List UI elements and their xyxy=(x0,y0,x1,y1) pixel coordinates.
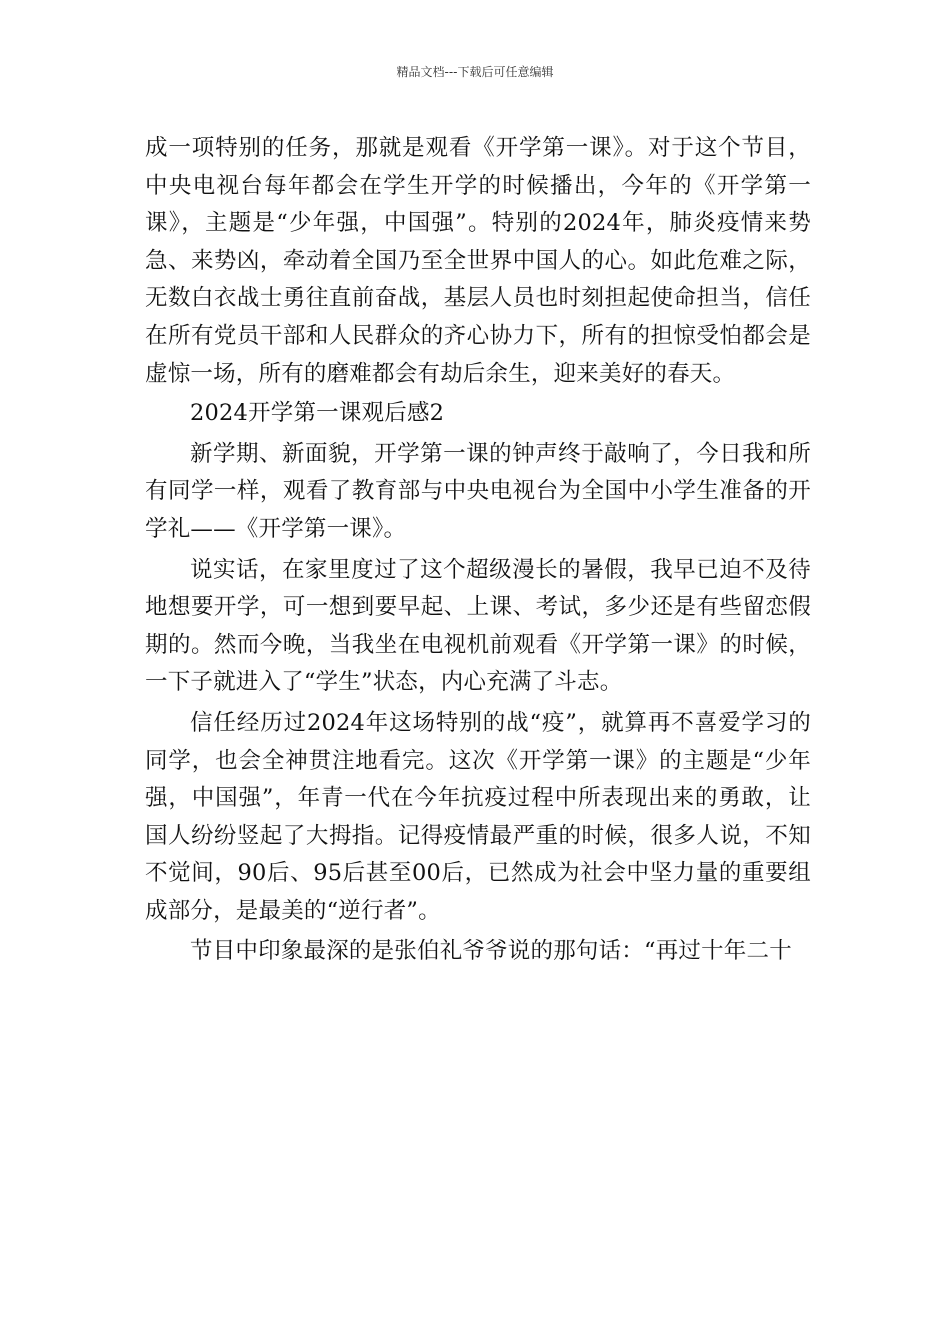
paragraph: 节目中印象最深的是张伯礼爷爷说的那句话：“再过十年二十 xyxy=(190,938,792,965)
paragraph: 说实话，在家里度过了这个超级漫长的暑假，我早已迫不及待地想要开学，可一想到要早起、上课、考试，多少还是有些留恋假期的。然而今晚，当我坐在电视机前观看《开学第一课》的时候，一下子就进入了“学生”状态，内心充满了斗志。 xyxy=(145,556,811,696)
page-header: 精品文档---下载后可任意编辑 xyxy=(396,65,554,79)
section-heading: 2024开学第一课观后感2 xyxy=(190,400,445,427)
paragraph: 信任经历过2024年这场特别的战“疫”，就算再不喜爱学习的同学，也会全神贯注地看完。这次《开学第一课》的主题是“少年强，中国强”，年青一代在今年抗疫过程中所表现出来的勇敢，让国人纷纷竖起了大拇指。记得疫情最严重的时候，很多人说，不知不觉间，90后、95后甚至00后，已然成为社会中坚力量的重要组成部分，是最美的“逆行者”。 xyxy=(145,709,811,924)
document-body xyxy=(145,130,811,971)
paragraph: 新学期、新面貌，开学第一课的钟声终于敲响了，今日我和所有同学一样，观看了教育部与中央电视台为全国中小学生准备的开学礼——《开学第一课》。 xyxy=(145,440,811,542)
paragraph-continuation: 成一项特别的任务，那就是观看《开学第一课》。对于这个节目，中央电视台每年都会在学生开学的时候播出，今年的《开学第一课》，主题是“少年强，中国强”。特别的2024年，肺炎疫情来势急、来势凶，牵动着全国乃至全世界中国人的心。如此危难之际，无数白衣战士勇往直前奋战，基层人员也时刻担起使命担当，信任在所有党员干部和人民群众的齐心协力下，所有的担惊受怕都会是虚惊一场，所有的磨难都会有劫后余生，迎来美好的春天。 xyxy=(145,135,811,387)
